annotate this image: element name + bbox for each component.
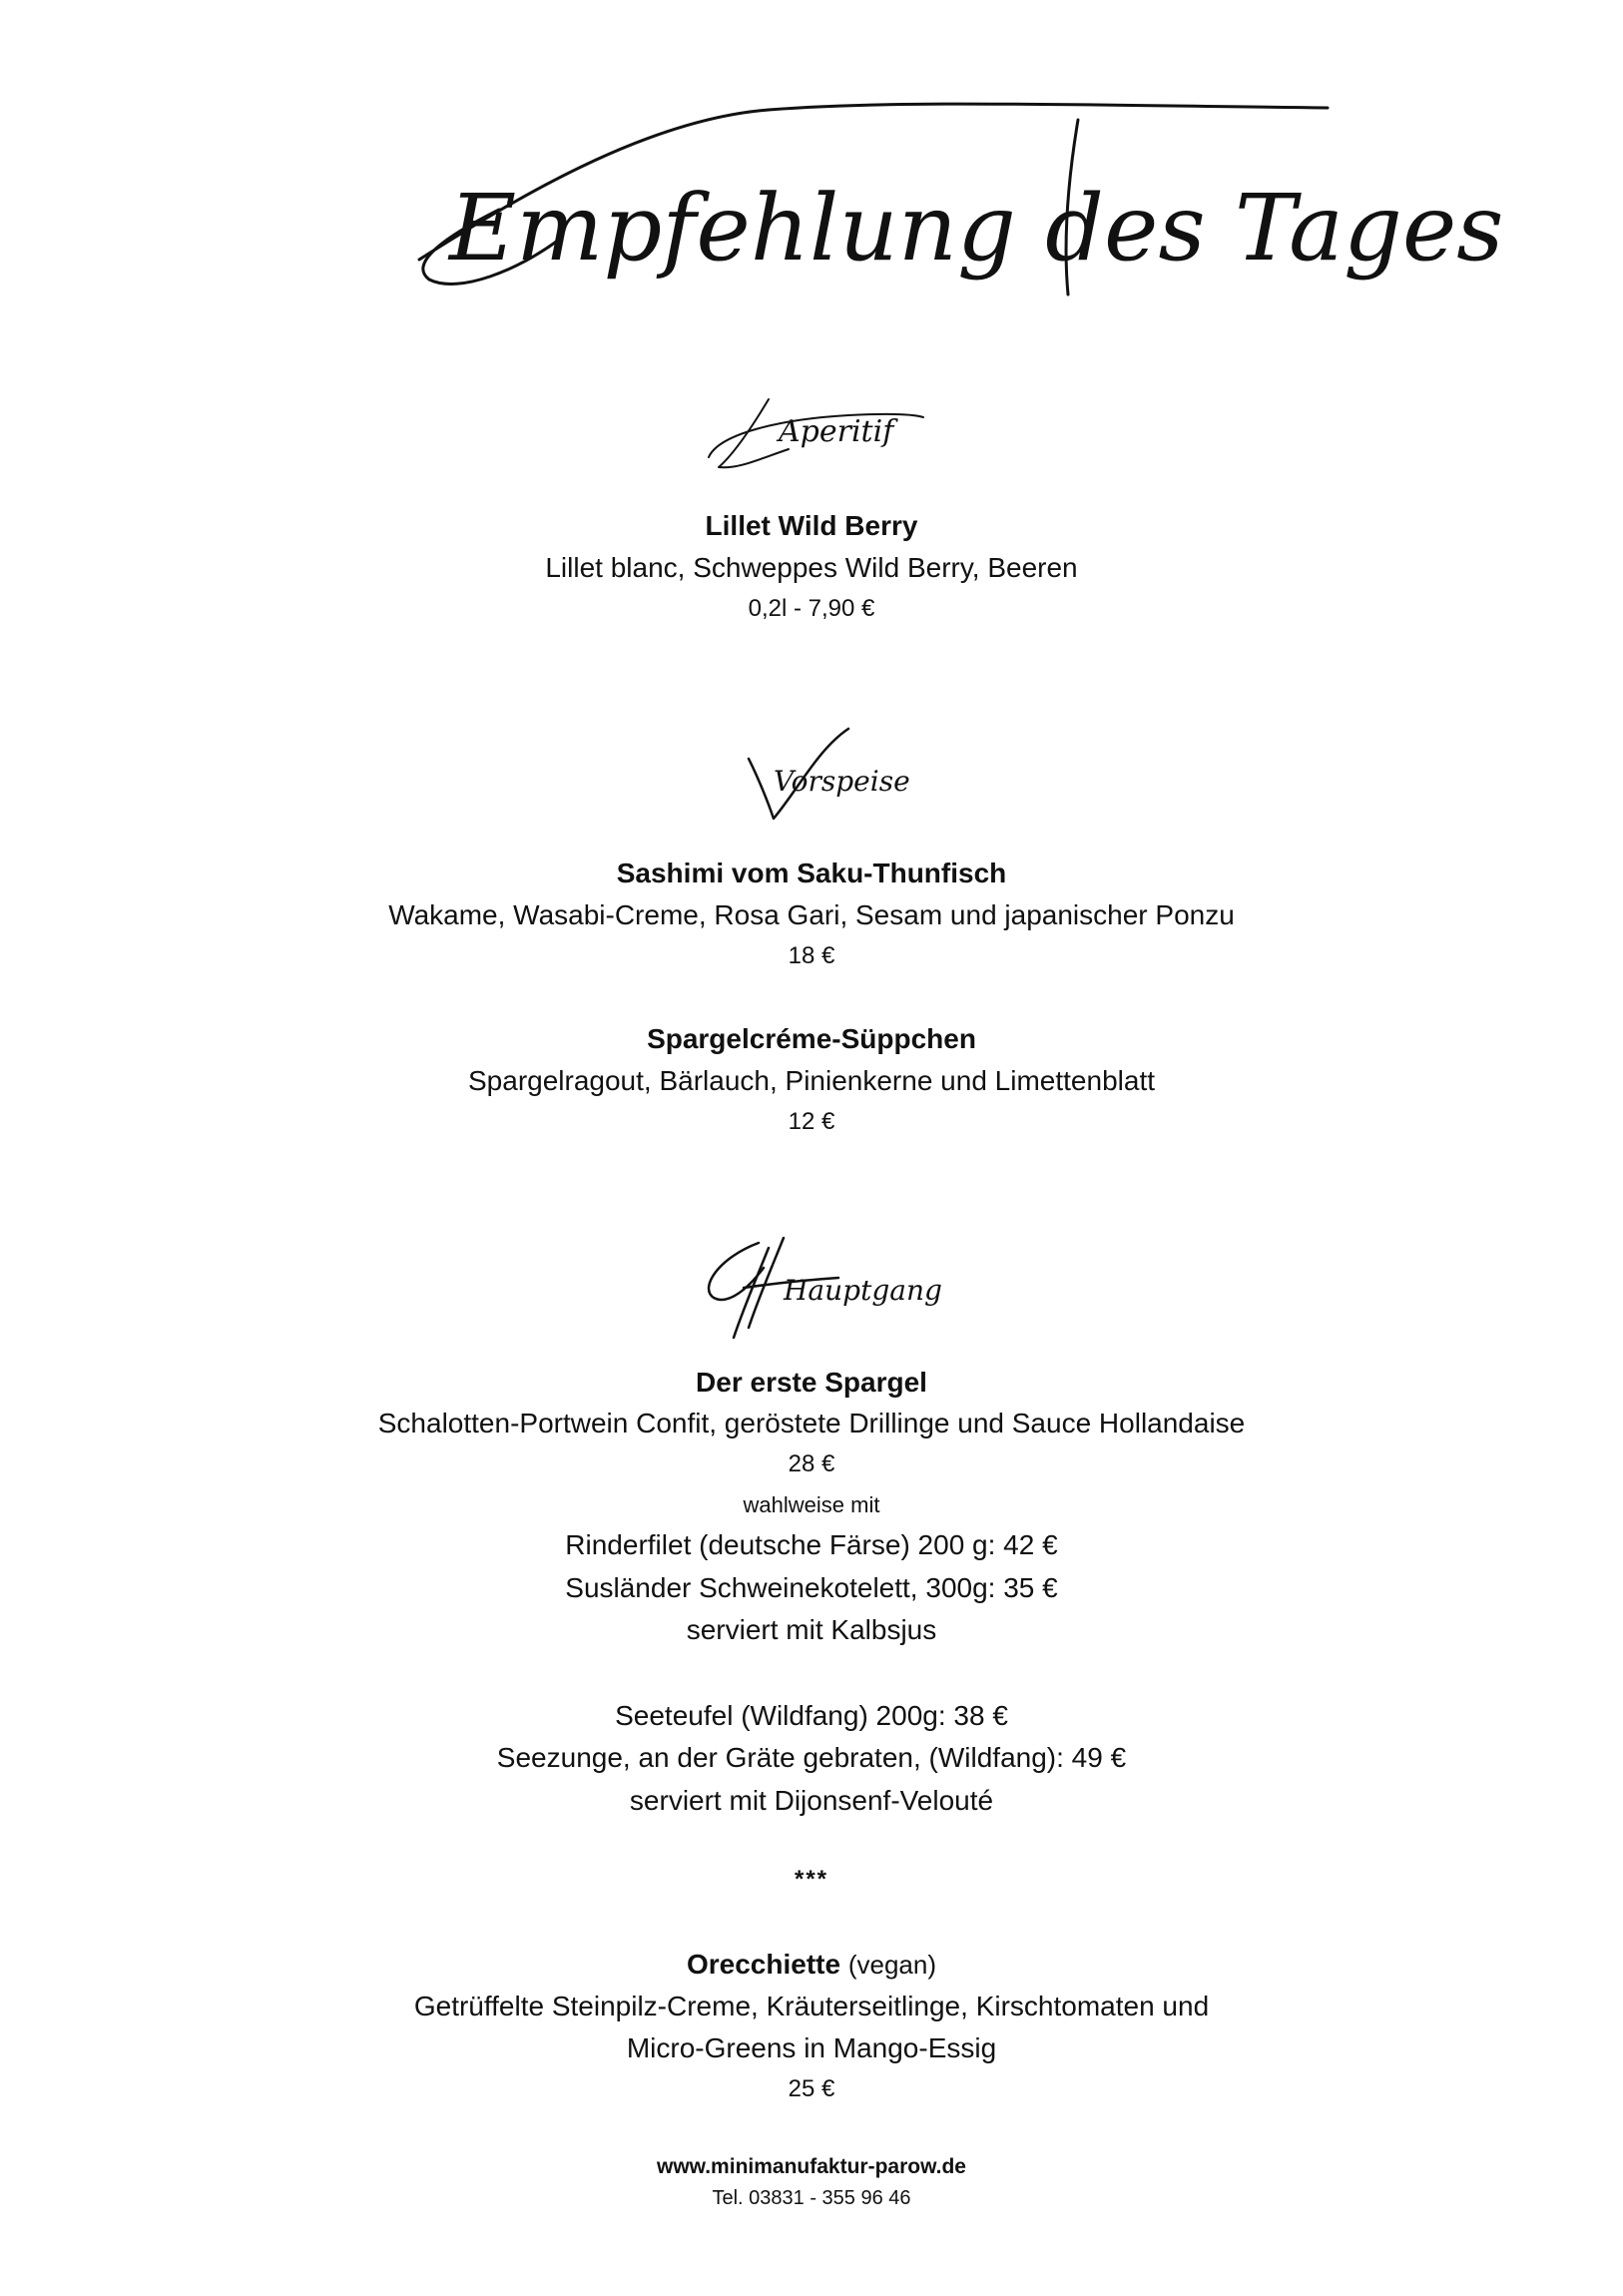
item-price: 0,2l - 7,90 € [748,595,875,622]
item-title: Der erste Spargel [696,1367,927,1398]
meat-option: Susländer Schweinekotelett, 300g: 35 € [565,1572,1058,1603]
section-label-aperitif-text: Aperitif [779,414,894,449]
section-label-vorspeise [739,719,908,829]
item-title: Spargelcréme-Süppchen [647,1023,976,1054]
item-title: Sashimi vom Saku-Thunfisch [616,858,1007,888]
item-price: 18 € [788,942,835,969]
vegan-note: (vegan) [847,1950,936,1980]
section-label-vorspeise-text: Vorspeise [774,765,910,798]
item-price: 25 € [788,2075,835,2102]
item-desc: Lillet blanc, Schweppes Wild Berry, Beeren [545,552,1078,583]
meat-note: serviert mit Kalbsjus [686,1614,937,1645]
heading-text: Empfehlung des Tages [449,175,1504,282]
item-desc: Micro-Greens in Mango-Essig [626,2032,997,2063]
item-desc: Wakame, Wasabi-Creme, Rosa Gari, Sesam und japanischer Ponzu [388,899,1235,930]
item-price: 12 € [788,1108,835,1135]
item-desc: Getrüffelte Steinpilz-Creme, Kräuterseitlinge, Kirschtomaten und [413,1991,1210,2021]
vegan-heading [0,1951,1623,1979]
item-title: Lillet Wild Berry [705,510,918,541]
meat-option: Rinderfilet (deutsche Färse) 200 g: 42 € [565,1529,1058,1560]
fish-option: Seeteufel (Wildfang) 200g: 38 € [615,1700,1008,1731]
fish-option: Seezunge, an der Gräte gebraten, (Wildfang): 49 € [496,1742,1127,1773]
item-title: Orecchiette [686,1949,841,1980]
footer-phone: Tel. 03831 - 355 96 46 [712,2187,911,2209]
item-desc: Spargelragout, Bärlauch, Pinienkerne und Limettenblatt [468,1065,1155,1096]
section-label-hauptgang-text: Hauptgang [784,1274,942,1307]
section-label-hauptgang [689,1228,942,1348]
section-label-aperitif [699,379,928,479]
page-heading [379,90,1504,329]
footer-website[interactable]: www.minimanufaktur-parow.de [657,2155,966,2178]
fish-note: serviert mit Dijonsenf-Velouté [629,1785,994,1816]
option-intro: wahlweise mit [743,1492,880,1517]
separator: *** [794,1866,829,1893]
item-desc: Schalotten-Portwein Confit, geröstete Drillinge und Sauce Hollandaise [377,1408,1246,1438]
item-price: 28 € [788,1450,835,1477]
